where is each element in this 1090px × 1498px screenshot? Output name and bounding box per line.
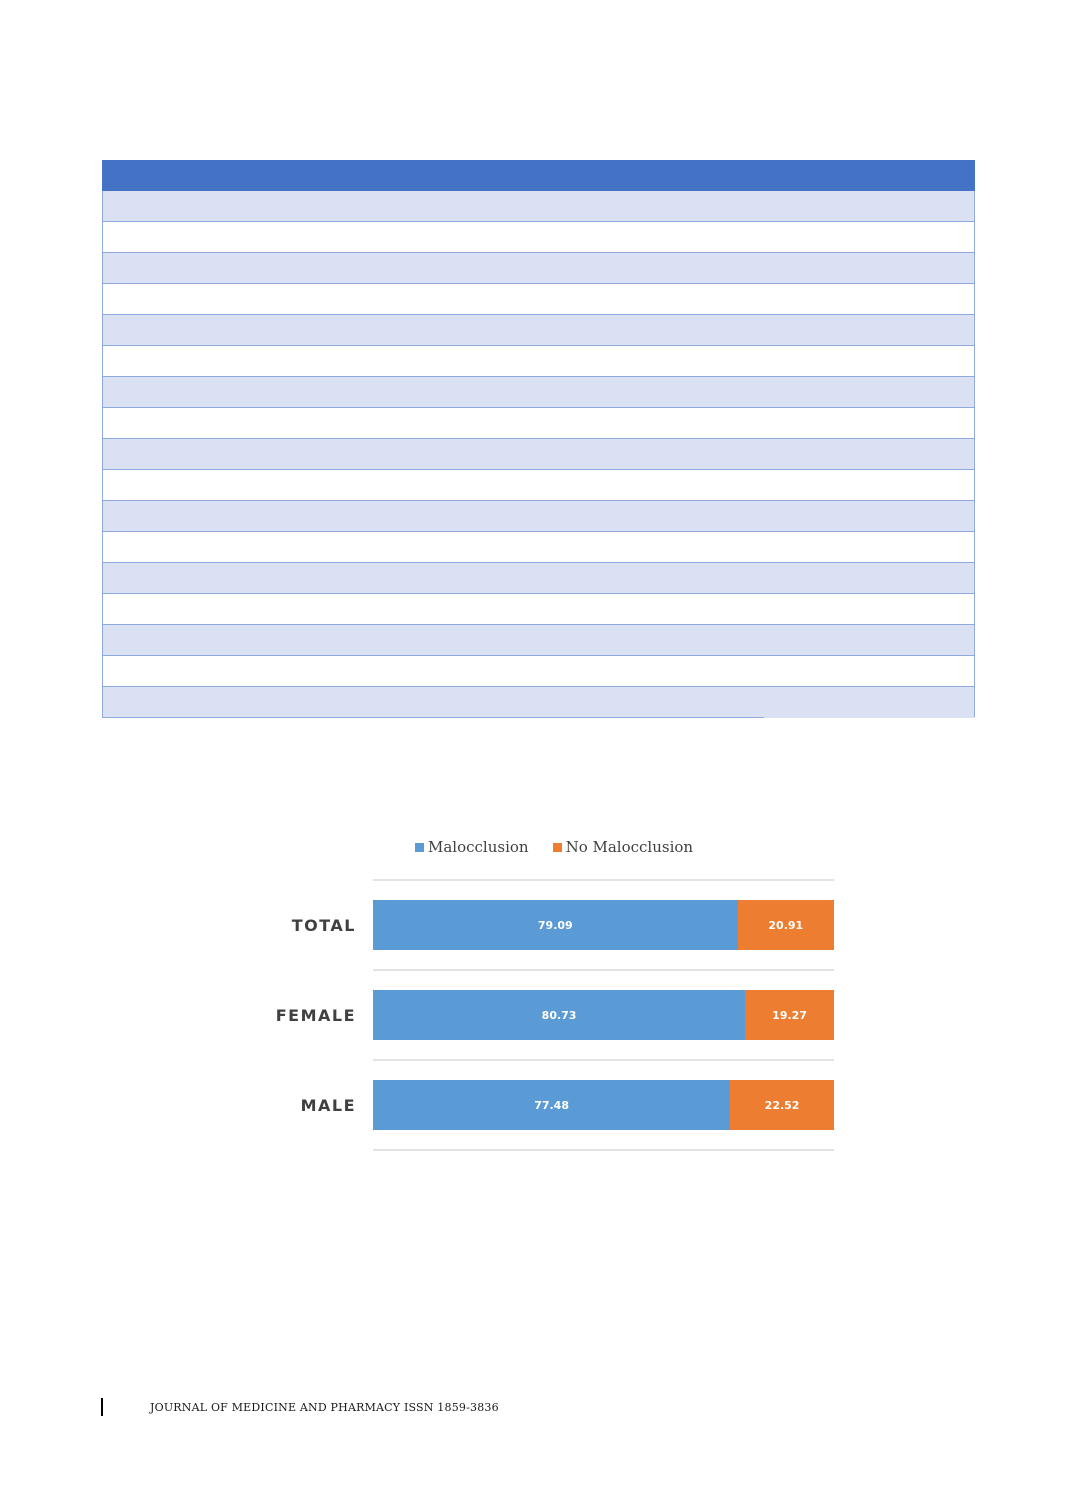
bar-total [373,900,834,950]
data-table [102,160,975,718]
category-label-total: TOTAL [291,916,356,935]
legend-label-malocclusion: Malocclusion [428,838,529,856]
footer-rule [101,1398,103,1416]
table-header-row [102,160,975,191]
table-row [102,191,975,222]
table-row [102,439,975,470]
category-label-male: MALE [300,1096,356,1115]
category-label-female: FEMALE [275,1006,356,1025]
table-row [102,470,975,501]
data-label: 80.73 [541,1008,577,1022]
table-row [102,625,975,656]
table-row [102,656,975,687]
bar-segment-no-malocclusion [730,1080,834,1130]
data-label: 19.27 [772,1008,807,1022]
gridline [373,969,834,971]
gridline [373,879,834,881]
bar-segment-malocclusion [373,900,738,950]
legend-swatch-malocclusion [415,843,424,852]
gridline [373,1059,834,1061]
table-row [102,687,975,718]
table-row [102,346,975,377]
bar-segment-no-malocclusion [738,900,834,950]
bar-female [373,990,834,1040]
table-row [102,408,975,439]
legend-item-malocclusion [415,838,529,856]
data-label: 22.52 [764,1098,800,1112]
bar-male [373,1080,834,1130]
legend-item-no-malocclusion [553,838,694,856]
data-label: 79.09 [537,918,573,932]
bar-segment-malocclusion [373,1080,730,1130]
table-row [102,284,975,315]
table-row [102,315,975,346]
gridline [373,1149,834,1151]
data-label: 77.48 [534,1098,569,1112]
bar-segment-no-malocclusion [745,990,834,1040]
table-row [102,377,975,408]
journal-footer: JOURNAL OF MEDICINE AND PHARMACY ISSN 1859-3836 [150,1401,499,1414]
table-row [102,501,975,532]
table-row [102,253,975,284]
table-row [102,222,975,253]
bar-segment-malocclusion [373,990,745,1040]
malocclusion-chart [270,830,850,1170]
legend-swatch-no-malocclusion [553,843,562,852]
legend-label-no-malocclusion: No Malocclusion [565,838,694,856]
table-row [102,563,975,594]
chart-legend [415,838,717,856]
data-label: 20.91 [768,918,804,932]
table-row [102,594,975,625]
table-row [102,532,975,563]
